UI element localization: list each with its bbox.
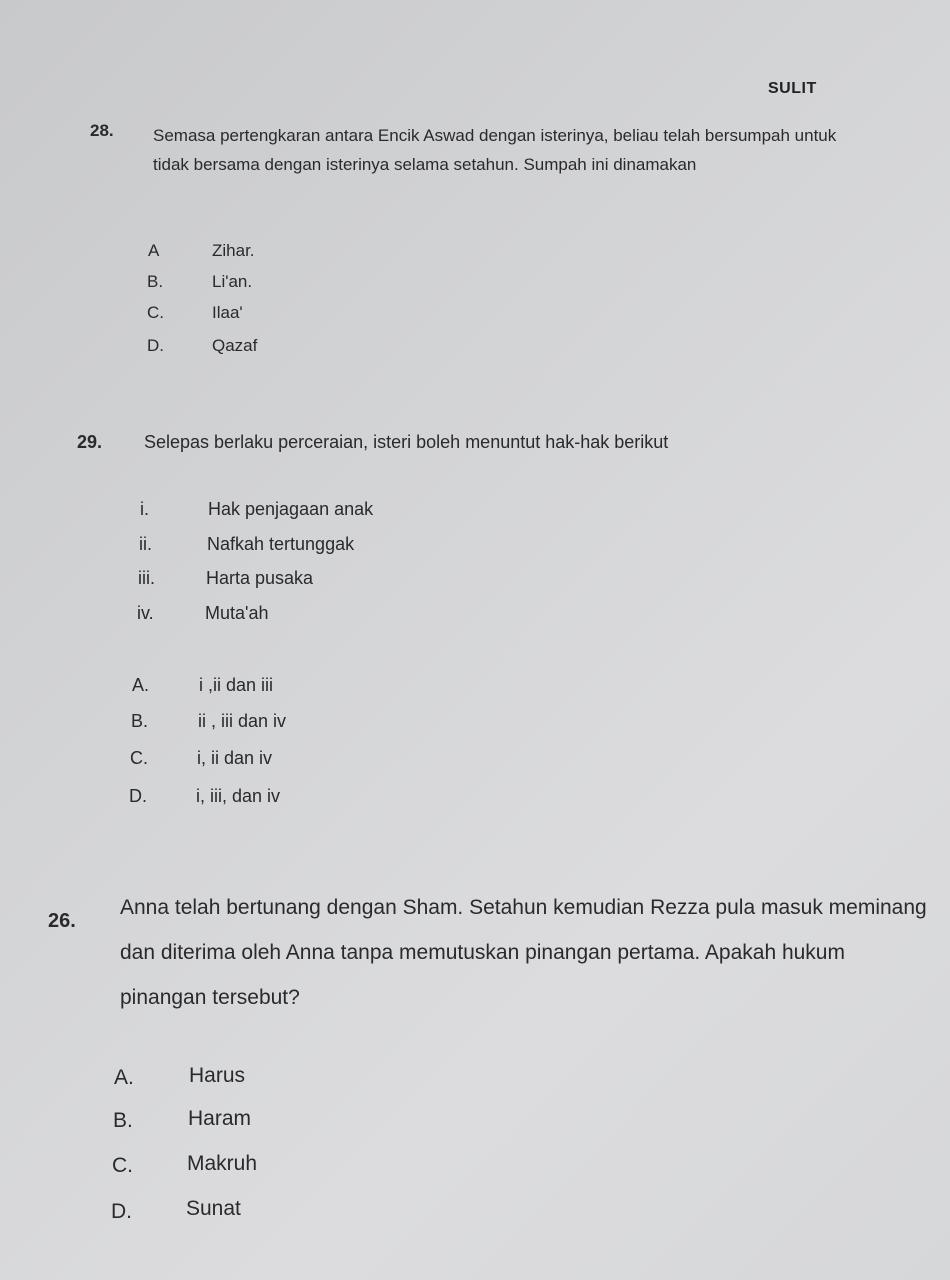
option-text: Qazaf [212,336,258,355]
option-text: Makruh [187,1152,258,1175]
question-text: Selepas berlaku perceraian, isteri boleh menuntut hak-hak berikut [144,432,669,452]
question-number: 29. [77,432,103,452]
option-letter: C. [112,1154,133,1177]
question-number: 26. [48,910,76,932]
option-letter: C. [130,748,148,768]
option-letter: D. [147,336,164,355]
option-letter: B. [131,711,149,731]
option-letter: B. [113,1109,133,1132]
option-letter: B. [147,272,164,291]
statement-text: Muta'ah [205,603,269,623]
option-text: i, iii, dan iv [196,786,281,806]
question-text: Semasa pertengkaran antara Encik Aswad dengan isterinya, beliau telah bersumpah untuk tidak bersama dengan isterinya selama setahun. Sumpah ini dinamakan [153,126,837,174]
statement-numeral: ii. [139,534,152,554]
option-letter: A. [132,675,150,695]
option-text: Zihar. [212,241,255,260]
statement-text: Hak penjagaan anak [208,499,374,519]
option-letter: D. [129,786,147,806]
question-text: Anna telah bertunang dengan Sham. Setahun kemudian Rezza pula masuk meminang dan diterima oleh Anna tanpa memutuskan pinangan pertama. Apakah hukum pinangan tersebut? [120,896,927,1009]
question-number: 28. [90,121,114,140]
option-text: Harus [189,1064,246,1087]
option-text: i, ii dan iv [197,748,273,768]
option-letter: D. [111,1200,132,1223]
statement-numeral: iii. [138,568,155,588]
option-letter: A [148,241,160,260]
option-text: Ilaa' [212,303,243,322]
statement-numeral: iv. [137,603,154,623]
statement-text: Nafkah tertunggak [207,534,355,554]
page-header-label: SULIT [768,80,817,97]
option-letter: A. [114,1066,134,1089]
option-text: Li'an. [212,272,253,291]
option-text: i ,ii dan iii [199,675,274,695]
option-text: Sunat [186,1197,241,1220]
statement-text: Harta pusaka [206,568,314,588]
statement-numeral: i. [140,499,149,519]
option-text: ii , iii dan iv [198,711,287,731]
option-letter: C. [147,303,164,322]
option-text: Haram [188,1107,252,1130]
